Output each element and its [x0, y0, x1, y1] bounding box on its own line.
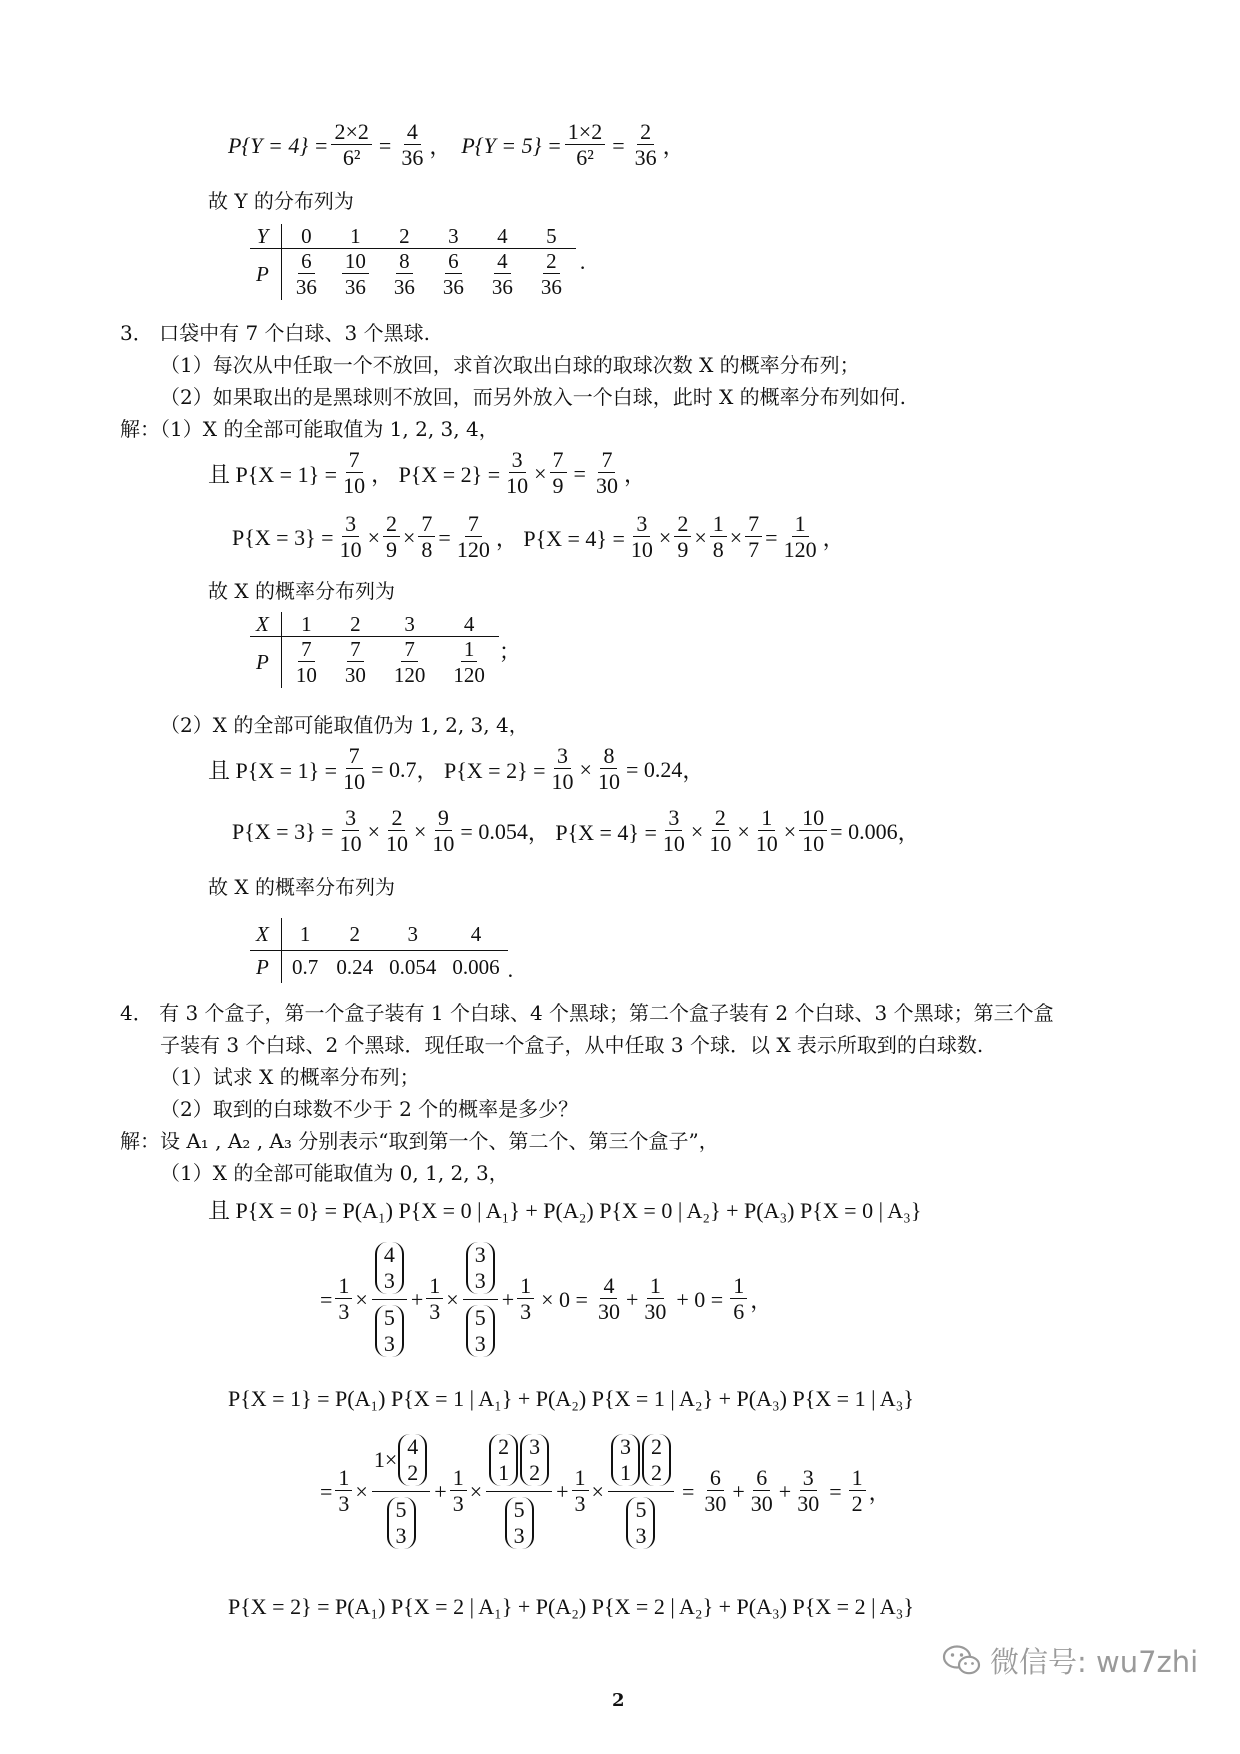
- binom-top: 2: [498, 1434, 510, 1459]
- binomial: [489, 1434, 518, 1486]
- denominator: 7: [748, 537, 760, 562]
- equation: P{X = 3} = $\frac{3}{10}$ × $\frac{2}{9}$ × $\frac{7}{8}$ = $\frac{7}{120}$ ， P{X = 4} = $\frac{3}{10}$ × $\frac{2}{9}$ × $\frac{1}{8}$ × $\frac{7}{7}$ = $\frac{1}{120}$ ，: [232, 511, 845, 562]
- denominator: 3: [520, 1299, 532, 1324]
- binomial: [505, 1497, 534, 1549]
- binomial: [611, 1434, 640, 1486]
- x-distribution-table-1: [250, 612, 521, 688]
- denominator: 10: [295, 663, 317, 687]
- denominator: 10: [551, 769, 574, 794]
- denominator: 30: [704, 1491, 727, 1516]
- numerator: 1: [647, 1274, 664, 1299]
- table-cell: [527, 249, 576, 301]
- denominator: 10: [385, 831, 408, 856]
- question-3-part2: （2）如果取出的是黑球则不放回，而另外放入一个白球，此时 X 的概率分布列如何.: [160, 385, 907, 409]
- denominator: 6²: [342, 145, 361, 170]
- table-cell: [380, 249, 429, 301]
- period: .: [579, 249, 586, 274]
- times: ×: [446, 1286, 459, 1312]
- table-header: X: [250, 612, 281, 637]
- denominator: 30: [597, 1299, 620, 1324]
- table-cell: [478, 249, 527, 301]
- binom-top: 3: [474, 1242, 486, 1267]
- binom-bottom: 3: [513, 1523, 525, 1548]
- numerator: 1: [450, 1466, 467, 1491]
- numerator: 1: [730, 1274, 747, 1299]
- equals: =: [829, 1478, 842, 1504]
- numerator: 7: [418, 512, 435, 537]
- comma: ，: [662, 134, 685, 159]
- numerator: 7: [346, 744, 363, 769]
- equals: =: [681, 1478, 695, 1504]
- binomial: [626, 1497, 655, 1549]
- comma: ，: [429, 134, 452, 159]
- binom-top: 3: [619, 1434, 631, 1459]
- binom-bottom: 1: [498, 1460, 510, 1485]
- eq-text: 1×: [373, 1447, 398, 1472]
- denominator: 10: [339, 537, 362, 562]
- solution-intro: 解：设 A₁ , A₂ , A₃ 分别表示“取到第一个、第二个、第三个盒子”，: [120, 1129, 719, 1153]
- numerator: 4: [494, 249, 511, 274]
- table-cell: 2: [331, 612, 380, 637]
- solution-part1: （1）X 的全部可能取值为 0, 1, 2, 3，: [160, 1161, 509, 1185]
- table-cell: [380, 637, 440, 689]
- table-cell: [429, 249, 478, 301]
- numerator: 3: [509, 448, 526, 473]
- denominator: 36: [540, 275, 562, 299]
- eq-text: ， P{X = 2} =: [371, 462, 501, 487]
- table-cell: 2: [328, 918, 381, 951]
- watermark-text: 微信号: wu7zhi: [990, 1645, 1199, 1679]
- question-4-part1: （1）试求 X 的概率分布列；: [160, 1065, 420, 1089]
- denominator: 10: [709, 831, 732, 856]
- binom-top: 4: [407, 1434, 419, 1459]
- binomial-fraction: [608, 1432, 674, 1551]
- denominator: 120: [393, 663, 426, 687]
- comma: ，: [897, 820, 920, 845]
- binomial-fraction: [486, 1432, 552, 1551]
- eq-text: ， P{X = 2} =: [416, 758, 546, 783]
- eq-text: P{X = 3} =: [232, 818, 334, 844]
- distribution-table: [250, 612, 499, 688]
- denominator: 36: [442, 275, 464, 299]
- binomial-fraction: [372, 1432, 430, 1551]
- binom-bottom: 2: [529, 1460, 541, 1485]
- numerator: 7: [346, 448, 363, 473]
- numerator: 1: [461, 637, 478, 662]
- x-distribution-table-2: [250, 918, 513, 983]
- fraction: [632, 120, 660, 171]
- comma: ，: [868, 1480, 891, 1505]
- question-4-title-line1: 4． 有 3 个盒子，第一个盒子装有 1 个白球、4 个黑球；第二个盒子装有 2 个白球、3 个黑球；第三个盒: [120, 1001, 1054, 1025]
- table-cell: 1: [281, 918, 328, 951]
- numerator: 8: [600, 744, 617, 769]
- table-header: P: [250, 951, 281, 984]
- denominator: 30: [595, 473, 618, 498]
- numerator: 10: [342, 249, 369, 274]
- period: .: [507, 957, 514, 982]
- binomial: [642, 1434, 671, 1486]
- binom-bottom: 2: [407, 1460, 419, 1485]
- numerator: 6: [445, 249, 462, 274]
- numerator: 3: [665, 806, 682, 831]
- question-3-part1: （1）每次从中任取一个不放回，求首次取出白球的取球次数 X 的概率分布列；: [160, 353, 860, 377]
- denominator: 10: [662, 831, 685, 856]
- result: = 0.054: [460, 818, 528, 844]
- equals: =: [612, 132, 625, 158]
- table-cell: 5: [527, 224, 576, 249]
- times: ×: [591, 1478, 604, 1504]
- comma: ，: [822, 526, 845, 551]
- equation: 且 P{X = 1} = $\frac{7}{10}$ = 0.7 ， P{X = 2} = $\frac{3}{10}$ × $\frac{8}{10}$ = 0.24 ，: [208, 743, 705, 794]
- numerator: 7: [550, 448, 567, 473]
- binom-bottom: 2: [650, 1460, 662, 1485]
- table-cell: 0.24: [336, 955, 374, 979]
- binomial: [375, 1305, 404, 1357]
- result: = 0.24: [625, 756, 683, 782]
- denominator: 30: [344, 663, 366, 687]
- numerator: 6: [753, 1466, 770, 1491]
- watermark: [942, 1640, 1198, 1681]
- binom-bottom: 3: [383, 1268, 395, 1293]
- times: ×: [534, 460, 547, 486]
- binom-bottom: 3: [395, 1523, 407, 1548]
- fraction: [331, 120, 371, 171]
- numerator: 2: [712, 806, 729, 831]
- numerator: 2×2: [331, 120, 371, 145]
- question-3-title: 3． 口袋中有 7 个白球、3 个黑球.: [120, 321, 430, 345]
- denominator: 36: [393, 275, 415, 299]
- binom-bottom: 3: [635, 1523, 647, 1548]
- table-cell: 2: [380, 224, 429, 249]
- eq-text: P{X = 3} =: [232, 524, 334, 550]
- numerator: 1: [426, 1274, 443, 1299]
- numerator: 9: [435, 806, 452, 831]
- denominator: 120: [453, 663, 485, 687]
- denominator: 10: [802, 831, 825, 856]
- numerator: 3: [554, 744, 571, 769]
- numerator: 7: [598, 448, 615, 473]
- plus: +: [625, 1286, 639, 1312]
- binom-bottom: 3: [474, 1268, 486, 1293]
- denominator: 30: [797, 1491, 820, 1516]
- fraction: [565, 120, 605, 171]
- table-cell: [331, 249, 380, 301]
- binom-top: 2: [650, 1434, 662, 1459]
- top-equation: [228, 120, 685, 171]
- equation: [320, 1432, 891, 1551]
- denominator: 3: [574, 1491, 586, 1516]
- denominator: 36: [634, 145, 657, 170]
- denominator: 10: [630, 537, 653, 562]
- denominator: 36: [401, 145, 424, 170]
- semicolon: ；: [498, 638, 521, 664]
- denominator: 3: [338, 1491, 350, 1516]
- denominator: 6: [733, 1299, 745, 1324]
- numerator: 8: [396, 249, 413, 274]
- equation: 且 P{X = 0} = P(A₁) P{X = 0 | A₁} + P(A₂) P{X = 0 | A₂} + P(A₃) P{X = 0 | A₃}: [208, 1198, 922, 1223]
- denominator: 10: [339, 831, 362, 856]
- times: ×: [355, 1478, 368, 1504]
- equation: [320, 1240, 772, 1359]
- binom-bottom: 3: [383, 1331, 395, 1356]
- table-cell: [281, 637, 331, 689]
- plus: +: [732, 1478, 745, 1504]
- denominator: 9: [552, 473, 564, 498]
- numerator: 3: [633, 512, 650, 537]
- equals: =: [573, 460, 586, 486]
- plus: +: [778, 1478, 792, 1504]
- denominator: 30: [644, 1299, 667, 1324]
- fraction: [398, 120, 426, 171]
- numerator: 2: [543, 249, 560, 274]
- table-header: P: [250, 249, 281, 301]
- table-cell: [439, 637, 499, 689]
- denominator: 36: [491, 275, 513, 299]
- denominator: 9: [677, 537, 689, 562]
- denominator: 9: [385, 537, 397, 562]
- eq-lhs: P{Y = 4} =: [228, 132, 329, 158]
- eq-text: ， P{X = 4} =: [495, 526, 625, 551]
- numerator: 1: [758, 806, 775, 831]
- wechat-icon: [942, 1644, 982, 1678]
- binomial: [466, 1242, 495, 1294]
- numerator: 3: [342, 512, 359, 537]
- binom-top: 5: [635, 1497, 647, 1522]
- table-cell: 0: [281, 224, 331, 249]
- numerator: 2: [637, 120, 654, 145]
- numerator: 1: [710, 512, 727, 537]
- denominator: 10: [506, 473, 529, 498]
- table-cell: 0.006: [452, 955, 500, 979]
- denominator: 120: [456, 537, 490, 562]
- plus: +: [556, 1478, 569, 1504]
- paragraph: 故 X 的概率分布列为: [208, 875, 395, 899]
- table-cell: 3: [429, 224, 478, 249]
- denominator: 10: [432, 831, 455, 856]
- question-4-title-line2: 子装有 3 个白球、2 个黑球．现任取一个盒子，从中任取 3 个球．以 X 表示所取到的白球数.: [160, 1033, 984, 1057]
- numerator: 2: [388, 806, 405, 831]
- distribution-table: [250, 224, 576, 300]
- equals: =: [320, 1478, 333, 1504]
- table-cell: 0.054: [389, 955, 437, 979]
- binom-top: 5: [395, 1497, 407, 1522]
- binomial-fraction: [372, 1240, 407, 1359]
- eq-lhs: P{Y = 5} =: [461, 132, 562, 158]
- numerator: 7: [298, 637, 315, 662]
- denominator: 3: [338, 1299, 350, 1324]
- numerator: 7: [465, 512, 482, 537]
- distribution-table: [250, 918, 508, 983]
- eq-text: × 0 =: [541, 1286, 588, 1312]
- table-cell: 4: [444, 918, 507, 951]
- table-header: P: [250, 637, 281, 689]
- binomial: [520, 1434, 549, 1486]
- comma: ，: [682, 758, 705, 783]
- numerator: 10: [799, 806, 827, 831]
- paragraph: 故 Y 的分布列为: [208, 189, 354, 213]
- times: ×: [469, 1478, 483, 1504]
- denominator: 10: [343, 769, 366, 794]
- table-header: X: [250, 918, 281, 951]
- denominator: 3: [429, 1299, 441, 1324]
- table-cell: 0.7: [291, 955, 319, 979]
- equals: =: [378, 132, 392, 158]
- numerator: 2: [674, 512, 691, 537]
- page-number: 2: [612, 1690, 625, 1711]
- table-cell: 4: [439, 612, 499, 637]
- table-cell: [281, 249, 331, 301]
- plus: +: [410, 1286, 424, 1312]
- numerator: 1: [335, 1274, 352, 1299]
- denominator: 10: [755, 831, 778, 856]
- solution-part2: （2）X 的全部可能取值仍为 1, 2, 3, 4，: [160, 713, 529, 737]
- numerator: 1: [792, 512, 809, 537]
- eq-text: 且 P{X = 1} =: [208, 758, 338, 783]
- binom-top: 5: [474, 1305, 486, 1330]
- denominator: 10: [343, 473, 366, 498]
- table-header: Y: [250, 224, 281, 249]
- numerator: 1×2: [565, 120, 605, 145]
- denominator: 8: [712, 537, 724, 562]
- times: ×: [355, 1286, 368, 1312]
- equation: P{X = 2} = P(A₁) P{X = 2 | A₁} + P(A₂) P{X = 2 | A₂} + P(A₃) P{X = 2 | A₃}: [228, 1594, 914, 1619]
- plus: +: [434, 1478, 447, 1504]
- denominator: 120: [783, 537, 817, 562]
- comma: ，: [623, 462, 646, 487]
- numerator: 4: [600, 1274, 617, 1299]
- table-cell: 3: [380, 612, 440, 637]
- binomial-fraction: [463, 1240, 498, 1359]
- binom-bottom: 1: [619, 1460, 631, 1485]
- table-cell: 1: [331, 224, 380, 249]
- binomial: [375, 1242, 404, 1294]
- denominator: 2: [851, 1491, 863, 1516]
- denominator: 30: [750, 1491, 773, 1516]
- binom-top: 3: [529, 1434, 541, 1459]
- binom-top: 4: [383, 1242, 395, 1267]
- numerator: 3: [342, 806, 359, 831]
- numerator: 4: [404, 120, 421, 145]
- numerator: 2: [383, 512, 400, 537]
- solution-intro: 解：（1）X 的全部可能取值为 1, 2, 3, 4，: [120, 417, 499, 441]
- table-cell: [331, 637, 380, 689]
- numerator: 7: [745, 512, 762, 537]
- question-4-part2: （2）取到的白球数不少于 2 个的概率是多少？: [160, 1097, 579, 1121]
- binom-top: 5: [513, 1497, 525, 1522]
- numerator: 1: [572, 1466, 589, 1491]
- denominator: 36: [295, 275, 317, 299]
- binomial: [387, 1497, 416, 1549]
- numerator: 1: [849, 1466, 866, 1491]
- denominator: 8: [421, 537, 433, 562]
- denominator: 10: [597, 769, 620, 794]
- binom-top: 5: [383, 1305, 395, 1330]
- result: = 0.006: [830, 818, 898, 844]
- equation: P{X = 1} = P(A₁) P{X = 1 | A₁} + P(A₂) P{X = 1 | A₂} + P(A₃) P{X = 1 | A₃}: [228, 1386, 914, 1411]
- table-cell: 4: [478, 224, 527, 249]
- binomial: [398, 1434, 427, 1486]
- paragraph: 故 X 的概率分布列为: [208, 579, 395, 603]
- equation: P{X = 3} = $\frac{3}{10}$ × $\frac{2}{10}$ × $\frac{9}{10}$ = 0.054 ， P{X = 4} = $\frac{3}{10}$ × $\frac{2}{10}$ × $\frac{1}{10}$ × $\frac{10}{10}$ = 0.006 ，: [232, 805, 920, 856]
- eq-text: ， P{X = 4} =: [527, 820, 657, 845]
- numerator: 1: [517, 1274, 534, 1299]
- numerator: 3: [800, 1466, 817, 1491]
- comma: ，: [750, 1288, 773, 1313]
- numerator: 7: [347, 637, 364, 662]
- denominator: 36: [344, 275, 366, 299]
- table-cell: 3: [381, 918, 444, 951]
- denominator: 3: [452, 1491, 464, 1516]
- result: = 0.7: [371, 756, 417, 782]
- denominator: 6²: [576, 145, 594, 170]
- equation: [208, 448, 646, 499]
- y-distribution-table: [250, 224, 585, 300]
- binom-bottom: 3: [474, 1331, 486, 1356]
- numerator: 7: [401, 637, 418, 662]
- table-cell: 1: [281, 612, 331, 637]
- numerator: 1: [335, 1466, 352, 1491]
- equals: =: [320, 1286, 333, 1312]
- plus: +: [501, 1286, 515, 1312]
- eq-text: + 0 =: [676, 1286, 724, 1312]
- numerator: 6: [298, 249, 315, 274]
- eq-text: 且 P{X = 1} =: [208, 462, 338, 487]
- numerator: 6: [707, 1466, 724, 1491]
- binomial: [466, 1305, 495, 1357]
